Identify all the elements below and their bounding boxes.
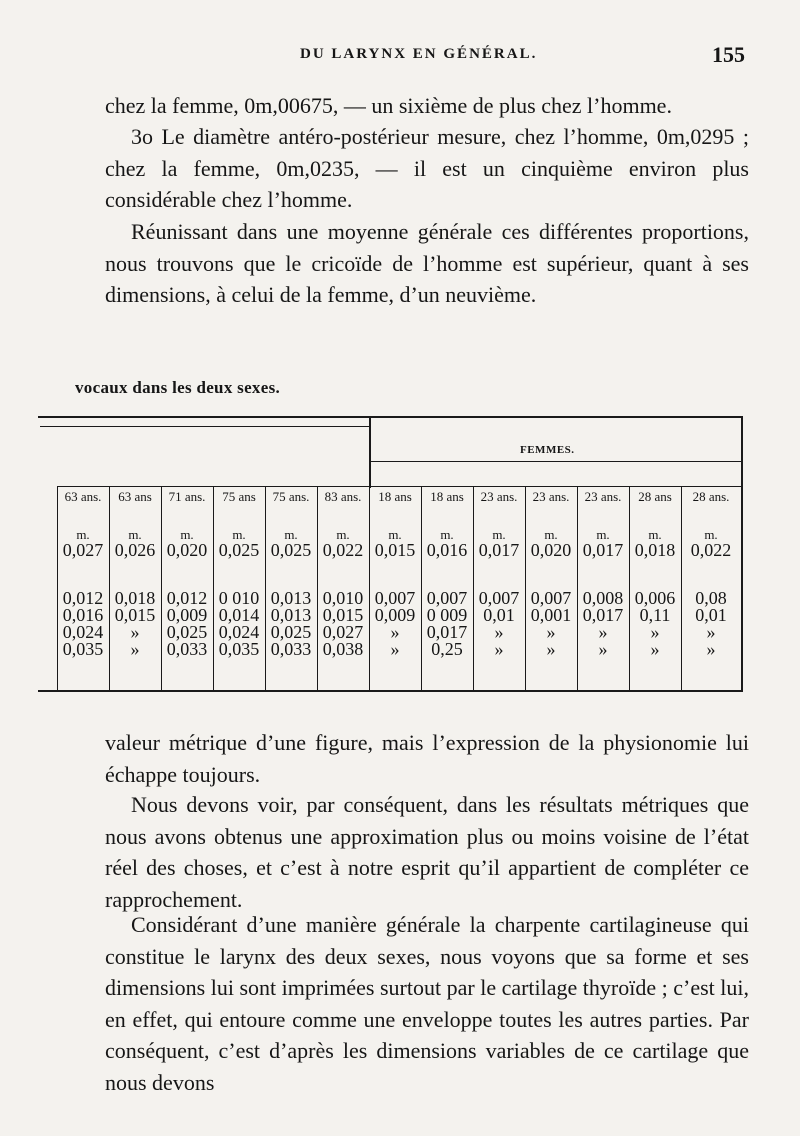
table-cell: 0,014: [218, 605, 260, 625]
unit-label: m.: [544, 527, 558, 542]
table-cell: 0,010: [322, 588, 364, 608]
column-age: 75 ans.: [272, 489, 310, 504]
table-cell: »: [390, 639, 400, 659]
paragraph-reunissant: Réunissant dans une moyenne générale ces différentes proportions, nous trouvons que le cricoïde de l’homme est supérieur, quant à ses dimensions, à celui de la femme, d’un neuvième.: [105, 219, 749, 307]
table-cell: 0,017: [582, 605, 624, 625]
table-cell: 0,017: [582, 540, 624, 560]
table-column: [369, 488, 421, 658]
table-inner-rule: [40, 426, 370, 427]
table-group-divider: [369, 418, 371, 488]
table-cell: 0,012: [62, 588, 104, 608]
unit-label: m.: [76, 527, 90, 542]
table-column: [265, 488, 317, 658]
table-cell: 0,027: [322, 622, 364, 642]
table-cell: 0,035: [62, 639, 104, 659]
table-cell: 0,01: [695, 605, 727, 625]
table-cell: 0,009: [374, 605, 416, 625]
table-column: [161, 488, 213, 658]
table-cell: 0 010: [218, 588, 260, 608]
table-cell: 0,022: [690, 540, 732, 560]
table-cell: 0,022: [322, 540, 364, 560]
table-cell: 0,001: [530, 605, 572, 625]
table-column: [421, 488, 473, 658]
table-cell: »: [598, 622, 608, 642]
table-cell: 0,007: [374, 588, 416, 608]
table-cell: 0,038: [322, 639, 364, 659]
column-age: 63 ans: [118, 489, 152, 504]
table-cell: 0,013: [270, 588, 312, 608]
table-cell: 0,11: [639, 605, 671, 625]
column-age: 28 ans: [638, 489, 672, 504]
table-cell: 0,035: [218, 639, 260, 659]
unit-label: m.: [336, 527, 350, 542]
paragraph-considerant: Considérant d’une manière générale la charpente cartilagineuse qui constitue le larynx des deux sexes, nous voyons que sa forme et ses dimensions lui sont imprimées surtout par le cartilage thyroïde ; c’est lui, en effet, qui entoure comme une enveloppe toutes les autres parties. Par conséquent, c’est d’après les dimensions variables de ce cartilage que nous devons: [105, 912, 749, 1095]
table-cell: »: [706, 639, 716, 659]
table-bottom-rule: [38, 690, 743, 692]
table-cell: 0,018: [634, 540, 676, 560]
table-cell: »: [598, 639, 608, 659]
table-column: [317, 488, 369, 658]
table-column: [213, 488, 265, 658]
unit-label: m.: [492, 527, 506, 542]
running-head: [0, 42, 800, 70]
table-column: [629, 488, 681, 658]
table-cell: 0,016: [62, 605, 104, 625]
paragraph-valeur: valeur métrique d’une figure, mais l’expression de la physionomie lui échappe toujours.: [105, 730, 749, 787]
table-column: [473, 488, 525, 658]
table-cell: »: [130, 622, 140, 642]
unit-label: m.: [648, 527, 662, 542]
table-column: [681, 488, 741, 658]
table-cell: 0,007: [530, 588, 572, 608]
table-cell: 0,08: [695, 588, 727, 608]
table-cell: 0,016: [426, 540, 468, 560]
table-cell: 0,007: [426, 588, 468, 608]
table-cell: 0,025: [166, 622, 208, 642]
unit-label: m.: [440, 527, 454, 542]
paragraph-diametre: 3o Le diamètre antéro-postérieur mesure, chez l’homme, 0m,0295 ; chez la femme, 0m,0235, — il est un cinquième environ plus considérable chez l’homme.: [105, 124, 749, 212]
table-cell: 0,025: [270, 622, 312, 642]
table-cell: 0,006: [634, 588, 676, 608]
table-cell: 0,018: [114, 588, 156, 608]
running-title: DU LARYNX EN GÉNÉRAL.: [300, 46, 538, 62]
table-cell: 0,009: [166, 605, 208, 625]
table-cell: 0,033: [166, 639, 208, 659]
table-cell: 0,020: [530, 540, 572, 560]
table-cell: »: [494, 622, 504, 642]
unit-label: m.: [284, 527, 298, 542]
table-cell: 0,007: [478, 588, 520, 608]
table-cell: 0,01: [483, 605, 515, 625]
table-cell: 0,012: [166, 588, 208, 608]
table-cell: 0,027: [62, 540, 104, 560]
femmes-group-label: FEMMES.: [520, 444, 575, 456]
table-cell: 0,026: [114, 540, 156, 560]
unit-label: m.: [128, 527, 142, 542]
column-age: 18 ans: [378, 489, 412, 504]
column-age: 71 ans.: [168, 489, 206, 504]
table-cell: 0,025: [218, 540, 260, 560]
table-title: vocaux dans les deux sexes.: [75, 378, 281, 397]
table-cell: 0,024: [218, 622, 260, 642]
table-column: [57, 488, 109, 658]
paragraph-continuation: chez la femme, 0m,00675, — un sixième de plus chez l’homme.: [105, 93, 672, 118]
table-cell: »: [494, 639, 504, 659]
table-cell: 0,008: [582, 588, 624, 608]
column-age: 23 ans.: [584, 489, 622, 504]
table-cell: 0,025: [270, 540, 312, 560]
column-age: 83 ans.: [324, 489, 362, 504]
table-cell: 0,015: [322, 605, 364, 625]
paragraph-nous-devons: Nous devons voir, par conséquent, dans les résultats métriques que nous avons obtenus une approximation plus ou moins voisine de l’état réel des choses, et c’est à notre esprit qu’il appartient de compléter ce rapprochement.: [105, 792, 749, 912]
column-age: 23 ans.: [532, 489, 570, 504]
header-rule: [57, 486, 743, 487]
table-cell: »: [546, 639, 556, 659]
unit-label: m.: [596, 527, 610, 542]
table-cell: 0,25: [431, 639, 463, 659]
table-cell: »: [650, 622, 660, 642]
unit-label: m.: [180, 527, 194, 542]
table-cell: »: [706, 622, 716, 642]
table-cell: 0 009: [426, 605, 468, 625]
table-right-border: [741, 418, 743, 691]
column-age: 63 ans.: [64, 489, 102, 504]
table-cell: 0,020: [166, 540, 208, 560]
unit-label: m.: [704, 527, 718, 542]
column-age: 23 ans.: [480, 489, 518, 504]
unit-label: m.: [388, 527, 402, 542]
table-cell: 0,015: [374, 540, 416, 560]
table-column: [577, 488, 629, 658]
column-age: 75 ans: [222, 489, 256, 504]
column-age: 18 ans: [430, 489, 464, 504]
femmes-underline: [370, 461, 742, 462]
table-cell: 0,024: [62, 622, 104, 642]
table-cell: »: [546, 622, 556, 642]
table-cell: 0,017: [478, 540, 520, 560]
page-number: 155: [712, 42, 745, 67]
table-cell: »: [390, 622, 400, 642]
table-column: [525, 488, 577, 658]
table-cell: »: [650, 639, 660, 659]
unit-label: m.: [232, 527, 246, 542]
table-cell: 0,013: [270, 605, 312, 625]
table-column: [109, 488, 161, 658]
table-cell: 0,033: [270, 639, 312, 659]
column-age: 28 ans.: [692, 489, 730, 504]
table-cell: »: [130, 639, 140, 659]
table-top-rule: [38, 416, 743, 418]
table-cell: 0,015: [114, 605, 156, 625]
table-cell: 0,017: [426, 622, 468, 642]
